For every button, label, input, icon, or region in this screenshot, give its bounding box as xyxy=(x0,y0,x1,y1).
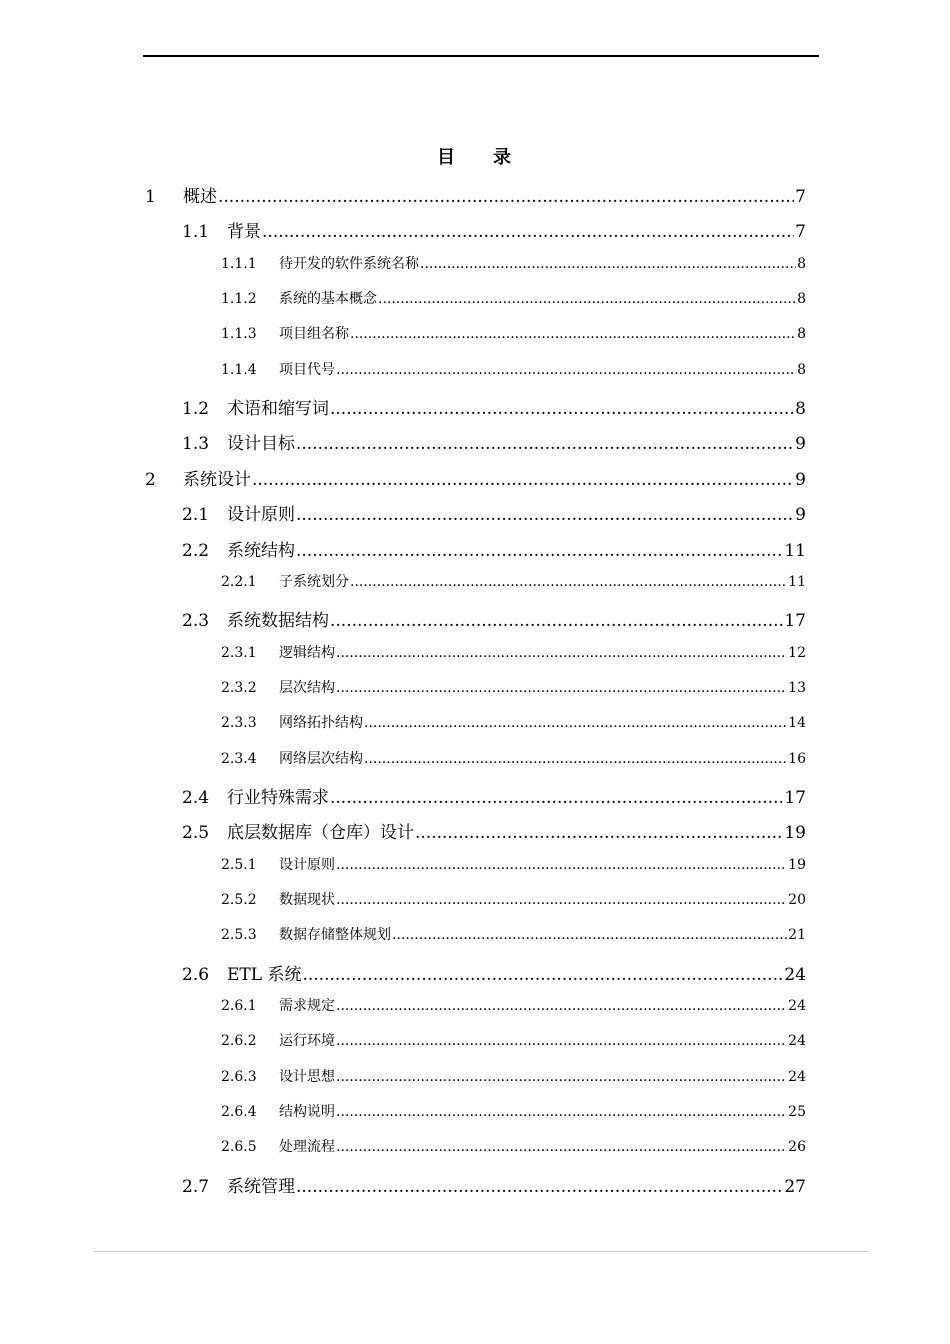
toc-entry[interactable] xyxy=(182,1172,806,1197)
toc-entry-leader xyxy=(252,470,794,490)
toc-entry-number: 1.2 xyxy=(182,399,210,420)
toc-entry-page: 11 xyxy=(784,540,806,561)
toc-entry-label: 系统数据结构 xyxy=(227,611,329,632)
toc-entry-page: 8 xyxy=(795,399,806,420)
toc-entry-label: 底层数据库（仓库）设计 xyxy=(227,823,414,844)
toc-entry[interactable] xyxy=(221,642,806,662)
toc-entry[interactable] xyxy=(221,924,806,944)
toc-entry-leader xyxy=(336,857,787,873)
toc-title-right: 录 xyxy=(493,147,513,168)
toc-entry-number: 1.1 xyxy=(182,222,210,243)
toc-entry-number: 2.6.5 xyxy=(221,1139,257,1156)
toc-entry-page: 7 xyxy=(795,187,806,207)
toc-entry-label: 项目代号 xyxy=(279,361,335,378)
toc-entry[interactable] xyxy=(145,465,806,490)
toc-entry-leader xyxy=(415,823,783,843)
toc-entry-number: 2.5.3 xyxy=(221,927,257,944)
toc-entry-number: 2.7 xyxy=(182,1176,210,1197)
toc-entry-number: 2.3.2 xyxy=(221,679,257,696)
toc-entry-leader xyxy=(218,187,794,207)
toc-entry-label: 项目组名称 xyxy=(279,326,349,343)
toc-entry-leader xyxy=(296,1177,783,1197)
toc-entry-page: 16 xyxy=(788,750,806,767)
toc-entry-label: 概述 xyxy=(183,187,217,207)
toc-entry-page: 17 xyxy=(784,787,806,808)
toc-entry[interactable] xyxy=(221,677,806,697)
toc-entry-page: 27 xyxy=(784,1176,806,1197)
toc-entry-page: 20 xyxy=(788,892,806,908)
toc-entry[interactable] xyxy=(221,288,806,308)
toc-entry-label: 术语和缩写词 xyxy=(227,399,329,420)
toc-entry-leader xyxy=(262,222,794,242)
toc-entry-label: 背景 xyxy=(227,222,261,243)
toc-entry[interactable] xyxy=(145,182,806,207)
toc-entry[interactable] xyxy=(221,323,806,343)
toc-entry-number: 2.5.2 xyxy=(221,892,257,908)
toc-entry-label: 行业特殊需求 xyxy=(227,787,329,808)
toc-entry-label: 待开发的软件系统名称 xyxy=(279,255,419,272)
toc-entry[interactable] xyxy=(221,253,806,273)
toc-entry-leader xyxy=(378,291,796,307)
toc-entry-number: 2.4 xyxy=(182,787,210,808)
toc-entry-label: 设计目标 xyxy=(227,434,295,455)
toc-entry-label: 需求规定 xyxy=(279,998,335,1015)
toc-entry[interactable] xyxy=(221,1066,806,1086)
toc-entry-number: 2.3.3 xyxy=(221,715,257,732)
toc-entry[interactable] xyxy=(182,960,806,985)
toc-entry-page: 17 xyxy=(784,611,806,632)
toc-entry-page: 24 xyxy=(788,998,806,1015)
toc-entry-label: 数据现状 xyxy=(279,892,335,908)
toc-entry-number: 1.1.3 xyxy=(221,326,257,343)
toc-entry[interactable] xyxy=(182,783,806,808)
toc-entry-page: 9 xyxy=(795,505,806,526)
toc-entry[interactable] xyxy=(221,571,806,591)
toc-entry-label: 系统的基本概念 xyxy=(279,291,377,308)
toc-entry-leader xyxy=(420,256,796,272)
toc-entry-number: 1.1.1 xyxy=(221,255,257,272)
toc-entry[interactable] xyxy=(182,818,806,843)
toc-entry-page: 14 xyxy=(788,715,806,732)
toc-entry[interactable] xyxy=(182,606,806,631)
toc-entry-number: 2.2 xyxy=(182,540,210,561)
toc-entry-leader xyxy=(336,998,787,1014)
toc-entry-page: 24 xyxy=(788,1068,806,1085)
toc-entry-number: 2.6 xyxy=(182,964,210,985)
toc-entry-page: 13 xyxy=(788,679,806,696)
toc-entry-leader xyxy=(392,927,787,943)
toc-entry-label: ETL 系统 xyxy=(227,964,302,985)
toc-entry[interactable] xyxy=(221,995,806,1015)
toc-entry[interactable] xyxy=(221,1136,806,1156)
toc-entry-page: 8 xyxy=(797,326,806,343)
toc-entry-page: 24 xyxy=(784,964,806,985)
toc-entry-number: 2 xyxy=(145,469,156,490)
toc-entry-page: 21 xyxy=(788,927,806,944)
toc-entry-leader xyxy=(350,326,796,342)
toc-entry-leader xyxy=(364,751,787,767)
toc-entry-number: 2.6.3 xyxy=(221,1068,257,1085)
toc-entry-label: 系统管理 xyxy=(227,1176,295,1197)
toc-entry-page: 9 xyxy=(795,469,806,490)
toc-entry-number: 2.3 xyxy=(182,611,210,632)
toc-entry-leader xyxy=(336,362,796,378)
toc-entry-label: 运行环境 xyxy=(279,1033,335,1050)
toc-entry-number: 2.6.1 xyxy=(221,998,257,1015)
toc-entry[interactable] xyxy=(221,889,806,909)
toc-entry-label: 逻辑结构 xyxy=(279,644,335,661)
toc-entry-page: 26 xyxy=(788,1139,806,1156)
toc-entry[interactable] xyxy=(182,500,806,525)
toc-entry-number: 1.1.2 xyxy=(221,291,257,308)
toc-entry-leader xyxy=(336,1033,787,1049)
toc-entry-label: 处理流程 xyxy=(279,1139,335,1156)
toc-entry-number: 2.5 xyxy=(182,823,210,844)
toc-entry-number: 2.1 xyxy=(182,505,210,526)
toc-entry-leader xyxy=(296,541,783,561)
toc-entry-number: 1.3 xyxy=(182,434,210,455)
toc-entry-leader xyxy=(364,715,787,731)
toc-entry-leader xyxy=(336,1139,787,1155)
toc-entry-leader xyxy=(330,399,794,419)
toc-entry-number: 2.5.1 xyxy=(221,856,257,873)
toc-entry[interactable] xyxy=(221,748,806,768)
toc-entry[interactable] xyxy=(182,429,806,454)
toc-entry-leader xyxy=(296,505,794,525)
toc-entry-page: 7 xyxy=(795,222,806,243)
toc-entry-label: 网络拓扑结构 xyxy=(279,715,363,732)
toc-entry-label: 设计原则 xyxy=(227,505,295,526)
toc-entry-page: 8 xyxy=(797,361,806,378)
toc-entry-label: 结构说明 xyxy=(279,1104,335,1121)
toc-entry-number: 1.1.4 xyxy=(221,361,257,378)
toc-entry[interactable] xyxy=(221,359,806,379)
toc-entry-leader xyxy=(330,611,783,631)
toc-entry[interactable] xyxy=(221,712,806,732)
toc-entry-label: 层次结构 xyxy=(279,679,335,696)
toc-entry-page: 9 xyxy=(795,434,806,455)
toc-entry-leader xyxy=(336,645,787,661)
footer-rule xyxy=(94,1251,869,1252)
toc-entry[interactable] xyxy=(221,854,806,874)
toc-entry-page: 24 xyxy=(788,1033,806,1050)
toc-entry[interactable] xyxy=(221,1101,806,1121)
toc-entry-number: 2.3.1 xyxy=(221,644,257,661)
toc-entry-leader xyxy=(350,574,787,590)
toc-entry-page: 8 xyxy=(797,291,806,308)
toc-entry-page: 11 xyxy=(788,573,806,590)
toc-entry-page: 25 xyxy=(788,1104,806,1121)
toc-entry-page: 19 xyxy=(788,856,806,873)
toc-entry-label: 网络层次结构 xyxy=(279,750,363,767)
toc-entry-leader xyxy=(336,1069,787,1085)
toc-entry-label: 子系统划分 xyxy=(279,573,349,590)
toc-entry[interactable] xyxy=(182,217,806,242)
toc-entry-number: 1 xyxy=(145,187,156,207)
toc-entry-number: 2.6.4 xyxy=(221,1104,257,1121)
toc-entry-number: 2.6.2 xyxy=(221,1033,257,1050)
toc-entry-label: 数据存储整体规划 xyxy=(279,927,391,944)
toc-entry-label: 设计原则 xyxy=(279,856,335,873)
toc-entry-leader xyxy=(330,788,783,808)
toc-entry[interactable] xyxy=(182,536,806,561)
toc-entry-label: 系统设计 xyxy=(183,469,251,490)
toc-entry[interactable] xyxy=(221,1030,806,1050)
toc-entry-page: 8 xyxy=(797,255,806,272)
toc-entry-number: 2.2.1 xyxy=(221,573,257,590)
toc-entry-leader xyxy=(336,680,787,696)
toc-entry-leader xyxy=(336,1104,787,1120)
toc-entry-leader xyxy=(296,434,794,454)
toc-entry-page: 12 xyxy=(788,644,806,661)
toc-title xyxy=(0,143,950,169)
toc-title-left: 目 xyxy=(437,147,457,168)
toc-entry-label: 系统结构 xyxy=(227,540,295,561)
toc-entry-number: 2.3.4 xyxy=(221,750,257,767)
toc-entry[interactable] xyxy=(182,394,806,419)
toc-entry-page: 19 xyxy=(784,823,806,844)
toc-entry-leader xyxy=(302,965,783,985)
header-rule xyxy=(143,55,819,57)
toc-entry-leader xyxy=(336,892,787,908)
toc-entry-label: 设计思想 xyxy=(279,1068,335,1085)
